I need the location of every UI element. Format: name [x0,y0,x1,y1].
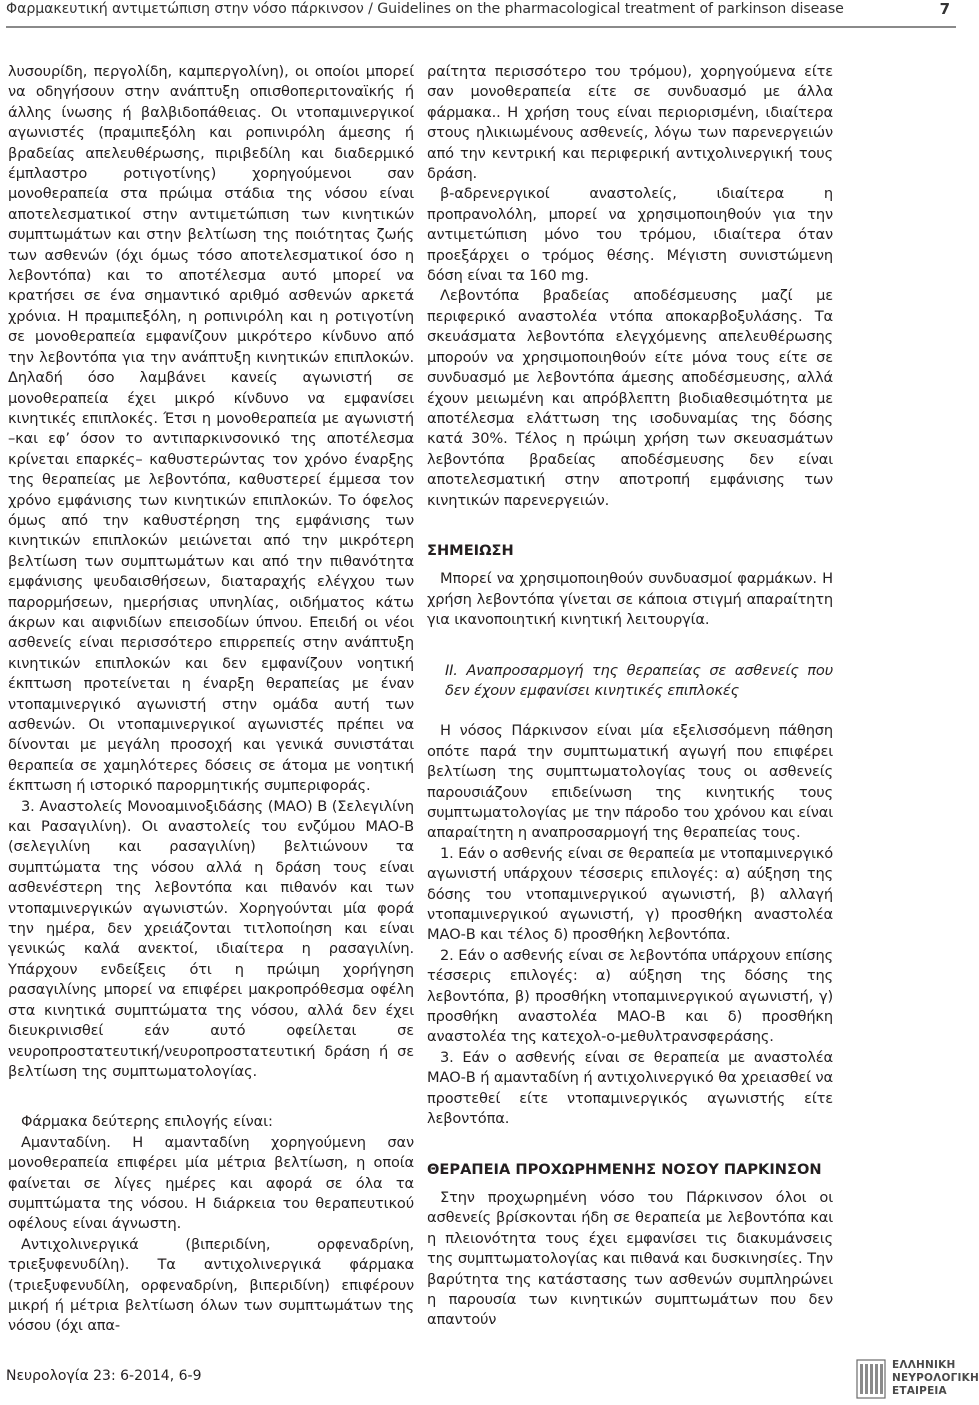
logo-line-3: ΕΤΑΙΡΕΙΑ [892,1385,947,1397]
page-number: 7 [939,0,950,18]
left-paragraph-second-choice: Φάρμακα δεύτερης επιλογής είναι: [21,1113,273,1131]
section-3-paragraph: Στην προχωρημένη νόσο του Πάρκινσον όλοι οι ασθενείς βρίσκονται ήδη σε θεραπεία με λεβοντόπα και η πλειονότητα τους έχει εμφανίσει τις διακυμάνσεις της συμπτωματολογίας και πιθανά και δυσκινησίες. Την βαρύτητα της κατάστασης των ασθενών συμπληρώνει η παρουσία των κινητικών συμπτωμάτων που δεν απαντούν [427,1188,833,1329]
right-paragraph-beta-blockers: β-αδρενεργικοί αναστολείς, ιδιαίτερα η προπρανολόλη, μπορεί να χρησιμοποιηθούν για την αντιμετώπιση μόνο του τρόμου, ιδιαίτερα όταν προεξάρχει ο τρόμος θέσης. Μέγιστη συνιστώμενη δόση είναι τα 160 mg. [427,185,833,285]
right-column [427,62,833,1331]
left-paragraph-anticholinergics: Αντιχολινεργικά (βιπεριδίνη, ορφεναδρίνη, τριεξυφενυδίλη). Τα αντιχολινεργικά φάρμακα (τριεξυφενυδίλη, ορφεναδρίνη, βιπεριδίνη) επιφέρουν μικρή ή μέτρια βελτίωση όλων των συμπτωμάτων της νόσου (όχι απα- [8,1235,414,1335]
section-2-paragraph-option-1: 1. Εάν ο ασθενής είναι σε θεραπεία με ντοπαμινεργικό αγωνιστή υπάρχουν τέσσερις επιλογές: α) αύξηση της δόσης του ντοπαμινεργικού αγωνιστή, β) αλλαγή ντοπαμινεργικού αγωνιστή, γ) προσθήκη αναστολέα ΜΑΟ-Β και τέλος δ) προσθήκη λεβοντόπα. [427,844,833,944]
note-paragraph: Μπορεί να χρησιμοποιηθούν συνδυασμοί φαρμάκων. Η χρήση λεβοντόπα γίνεται σε κάποια στιγμή απαραίτητη για ικανοποιητική κινητική λειτουργία. [427,570,833,629]
left-column [8,62,414,1337]
left-paragraph-amantadine: Αμανταδίνη. Η αμανταδίνη χορηγούμενη σαν μονοθεραπεία επιφέρει μία μέτρια βελτίωση, η οποία φαίνεται σε λίγες ημέρες και αφορά σε όλα τα συμπτώματα της νόσου. Η διάρκεια του θεραπευτικού οφέλους είναι άγνωστη. [8,1133,414,1233]
section-2-heading: II. Αναπροσαρμογή της θεραπείας σε ασθενείς που δεν έχουν εμφανίσει κινητικές επιπλοκές [445,661,833,699]
society-logo-text [892,1359,979,1398]
header-divider [6,26,956,28]
section-2-paragraph-intro: Η νόσος Πάρκινσον είναι μία εξελισσόμενη πάθηση οπότε παρά την συμπτωματική αγωγή που επιφέρει βελτίωση της συμπτωματολογίας τους οι ασθενείς παρουσιάζουν επιδείνωση της κινητικής τους συμπτωματολογίας με την πάροδο του χρόνου και είναι απαραίτητη η αναπροσαρμογή της θεραπείας τους. [427,722,833,842]
section-3-heading: ΘΕΡΑΠΕΙΑ ΠΡΟΧΩΡΗΜΕΝΗΣ ΝΟΣΟΥ ΠΑΡΚΙΝΣΟΝ [427,1160,822,1178]
society-logo [856,1358,979,1400]
section-2-paragraph-option-3: 3. Εάν ο ασθενής είναι σε θεραπεία με αναστολέα ΜΑΟ-Β ή αμανταδίνη ή αντιχολινεργικό θα χρειασθεί να προστεθεί είτε ντοπαμινεργικός αγωνιστής είτε λεβοντόπα. [427,1048,833,1128]
logo-line-2: ΝΕΥΡΟΛΟΓΙΚΗ [892,1372,979,1384]
logo-line-1: ΕΛΛΗΝΙΚΗ [892,1359,956,1371]
note-heading: ΣΗΜΕΙΩΣΗ [427,541,514,559]
left-paragraph-mao-b: 3. Αναστολείς Μονοαμινοξιδάσης (ΜΑΟ) Β (Σελεγιλίνη και Ρασαγιλίνη). Οι αναστολείς του ενζύμου ΜΑΟ-Β (σελεγιλίνη και ρασαγιλίνη) βελτιώνουν τα συμπτώματα της νόσου αλλά η δράση τους είναι ασθενέστερη της λεβοντόπα και πιθανόν και των ντοπαμινεργικών αγωνιστών. Χορηγούνται μία φορά την ημέρα, δεν χρειάζονται τιτλοποίηση και είναι γενικώς καλά ανεκτοί, ιδιαίτερα η ρασαγιλίνη. Υπάρχουν ενδείξεις ότι η πρώιμη χορήγηση ρασαγιλίνης μπορεί να επιφέρει μακροπρόθεσμα οφέλη στα κινητικά συμπτώματα της νόσου, αλλά δεν έχει διευκρινισθεί εάν αυτό οφείλεται σε νευροπροστατευτική/νευροπροστατευτική δράση ή σε βελτίωση της συμπτωματολογίας. [8,797,414,1080]
running-header-title: Φαρμακευτική αντιμετώπιση στην νόσο πάρκινσον / Guidelines on the pharmacological treatment of parkinson disease [6,1,844,17]
section-2-paragraph-option-2: 2. Εάν ο ασθενής είναι σε λεβοντόπα υπάρχουν επίσης τέσσερις επιλογές: α) αύξηση της δόσης της λεβοντόπα, β) προσθήκη ντοπαμινεργικού αγωνιστή, γ) προσθήκη αναστολέα ΜΑΟ-Β και δ) προσθήκη αναστολέα της κατεχολ-ο-μεθυλτρανσφεράσης. [427,946,833,1046]
page-header [0,0,960,30]
left-paragraph-agonists: λυσουρίδη, περγολίδη, καμπεργολίνη), οι οποίοι μπορεί να οδηγήσουν στην ανάπτυξη οπισθοπεριτοναϊκής ή άλλης ίνωσης ή βαλβιδοπάθειας. Οι ντοπαμινεργικοί αγωνιστές (πραμιπεξόλη και ροπινιρόλη άμεσης ή βραδείας απελευθέρωσης, πιριβεδίλη και διαδερμικό έμπλαστρο ροτιγοτίνης) χορηγούμενοι σαν μονοθεραπεία στα πρώιμα στάδια της νόσου είναι αποτελεσματικοί στην αντιμετώπιση των κινητικών συμπτωμάτων και στην βελτίωση της ποιότητας ζωής των ασθενών (όχι όμως τόσο αποτελεσματικοί όσο η λεβοντόπα) και το αποτέλεσμα αυτό μπορεί να κρατήσει σε ένα σημαντικό αριθμό ασθενών αρκετά χρόνια. Η πραμιπεξόλη, η ροπινιρόλη και η ροτιγοτίνη σε μονοθεραπεία εμφανίζουν μικρότερο κίνδυνο από την λεβοντόπα για την ανάπτυξη κινητικών επιπλοκών. Δηλαδή όσο λαμβάνει κανείς αγωνιστή σε μονοθεραπεία έχει μικρό κίνδυνο να εμφανίσει κινητικές επιπλοκές. Έτσι η μονοθεραπεία με αγωνιστή –και εφ’ όσον το αντιπαρκινσονικό της αποτέλεσμα κρίνεται επαρκές– καθυστερώντας τον χρόνο έναρξης της θεραπείας με λεβοντόπα, καθυστερεί έμμεσα τον χρόνο εμφάνισης των κινητικών επιπλοκών. Το όφελος όμως από την καθυστέρηση της εμφάνισης των κινητικών επιπλοκών μειώνεται από την μικρότερη βελτίωση των συμπτωμάτων και από την πιθανότητα εμφάνισης ψευδαισθήσεων, διαταραχής ελέγχου των παρορμήσεων, ημερήσιας υπνηλίας, οιδήματος κάτω άκρων και αιφνιδίων επεισοδίων ύπνου. Επειδή οι νέοι ασθενείς είναι περισσότερο επιρρεπείς στην ανάπτυξη κινητικών επιπλοκών και δεν εμφανίζουν νοητική έκπτωση προτείνεται η έναρξη θεραπείας με έναν ντοπαμινεργικό αγωνιστή στην ομάδα αυτή των ασθενών. Οι ντοπαμινεργικοί αγωνιστές πρέπει να δίνονται με μεγάλη προσοχή και γενικά συνιστάται θεραπεία σε χαμηλότερες δόσεις σε άτομα με νοητική έκπτωση ή ιστορικό παρορμητικής συμπεριφοράς. [8,63,414,795]
society-logo-icon [856,1358,886,1400]
journal-citation: Νευρολογία 23: 6-2014, 6-9 [6,1368,202,1384]
right-paragraph-anticholinergics-cont: ραίτητα περισσότερο του τρόμου), χορηγούμενα είτε σαν μονοθεραπεία είτε σε συνδυασμό με άλλα φάρμακα.. Η χρήση τους είναι περιορισμένη, ιδιαίτερα στους ηλικιωμένους ασθενείς, λόγω των παρενεργειών από την κεντρική και περιφερική αντιχολινεργική τους δράση. [427,63,833,183]
right-paragraph-levodopa-cr: Λεβοντόπα βραδείας αποδέσμευσης μαζί με περιφερικό αναστολέα ντόπα αποκαρβοξυλάσης. Τα σκευάσματα λεβοντόπα ελεγχόμενης απελευθέρωσης μπορούν να χρησιμοποιηθούν είτε μόνα τους είτε σε συνδυασμό με λεβοντόπα άμεσης αποδέσμευσης, αλλά έχουν μειωμένη και απρόβλεπτη βιοδιαθεσιμότητα με αποτέλεσμα ελάττωση της ισοδυναμίας της δόσης κατά 30%. Τέλος η πρώιμη χρήση των σκευασμάτων λεβοντόπα βραδείας αποδέσμευσης δεν είναι αποτελεσματική στην αποτροπή εμφάνισης των κινητικών παρενεργειών. [427,287,833,509]
